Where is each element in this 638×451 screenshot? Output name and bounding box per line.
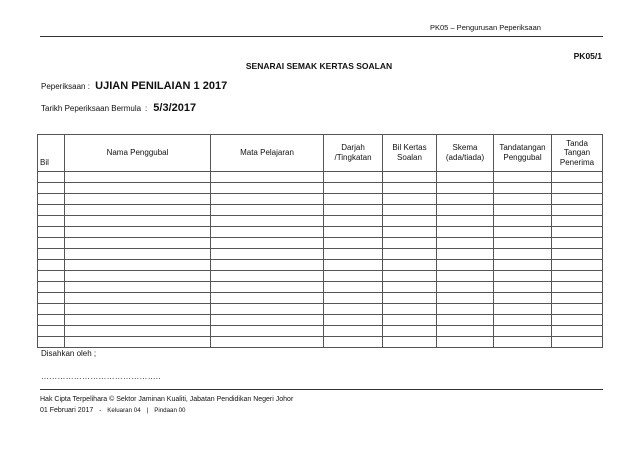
cell-mata-pelajaran[interactable] (211, 282, 324, 293)
cell-penggubal[interactable] (65, 315, 211, 326)
table-row (38, 205, 603, 216)
cell-skema[interactable] (437, 183, 494, 194)
column-header-bil (38, 135, 65, 172)
cell-penggubal[interactable] (65, 238, 211, 249)
cell-tandatangan[interactable] (494, 205, 552, 216)
cell-skema[interactable] (437, 315, 494, 326)
cell-skema[interactable] (437, 293, 494, 304)
cell-tandatangan[interactable] (494, 315, 552, 326)
cell-penerima[interactable] (552, 304, 603, 315)
footer-dash: - (99, 407, 102, 414)
cell-darjah[interactable] (324, 282, 383, 293)
cell-bil[interactable] (38, 194, 65, 205)
cell-bil-kertas[interactable] (383, 282, 437, 293)
cell-penggubal[interactable] (65, 304, 211, 315)
cell-skema[interactable] (437, 249, 494, 260)
cell-bil[interactable] (38, 205, 65, 216)
cell-bil-kertas[interactable] (383, 337, 437, 348)
document-title: SENARAI SEMAK KERTAS SOALAN (245, 61, 393, 71)
footer-copyright: Hak Cipta Terpelihara © Sektor Jaminan Kualiti, Jabatan Pendidikan Negeri Johor (40, 396, 294, 403)
cell-bil-kertas[interactable] (383, 183, 437, 194)
cell-penerima[interactable] (552, 260, 603, 271)
cell-bil-kertas[interactable] (383, 304, 437, 315)
penerima-header-line-3: Penerima (559, 157, 595, 167)
checklist-table (37, 134, 603, 348)
column-header-penggubal (65, 135, 211, 172)
cell-penggubal[interactable] (65, 249, 211, 260)
cell-penggubal[interactable] (65, 172, 211, 183)
table-row (38, 183, 603, 194)
cell-bil[interactable] (38, 216, 65, 227)
cell-darjah[interactable] (324, 183, 383, 194)
cell-bil-kertas[interactable] (383, 172, 437, 183)
cell-darjah[interactable] (324, 260, 383, 271)
skema-header-line-1: Skema (452, 143, 478, 153)
cell-tandatangan[interactable] (494, 194, 552, 205)
column-header-skema (437, 135, 494, 172)
cell-penggubal[interactable] (65, 337, 211, 348)
column-header-mata-pelajaran (211, 135, 324, 172)
footer-amendment: Pindaan 00 (154, 407, 186, 414)
page-header: PK05 – Pengurusan Peperiksaan (430, 23, 541, 32)
cell-tandatangan[interactable] (494, 337, 552, 348)
cell-darjah[interactable] (324, 216, 383, 227)
cell-darjah[interactable] (324, 326, 383, 337)
cell-tandatangan[interactable] (494, 227, 552, 238)
cell-darjah[interactable] (324, 315, 383, 326)
cell-tandatangan[interactable] (494, 304, 552, 315)
cell-mata-pelajaran[interactable] (211, 172, 324, 183)
cell-penggubal[interactable] (65, 216, 211, 227)
table-row (38, 238, 603, 249)
cell-skema[interactable] (437, 172, 494, 183)
cell-skema[interactable] (437, 271, 494, 282)
table-row (38, 194, 603, 205)
cell-skema[interactable] (437, 326, 494, 337)
cell-tandatangan[interactable] (494, 238, 552, 249)
cell-darjah[interactable] (324, 337, 383, 348)
penerima-header-line-1: Tanda (566, 138, 588, 148)
footer-date: 01 Februari 2017 (40, 407, 94, 414)
cell-penggubal[interactable] (65, 227, 211, 238)
cell-skema[interactable] (437, 337, 494, 348)
cell-bil[interactable] (38, 326, 65, 337)
cell-penerima[interactable] (552, 227, 603, 238)
cell-bil-kertas[interactable] (383, 249, 437, 260)
cell-mata-pelajaran[interactable] (211, 216, 324, 227)
penerima-header-line-2: Tangan (563, 148, 591, 158)
cell-bil-kertas[interactable] (383, 260, 437, 271)
cell-penggubal[interactable] (65, 194, 211, 205)
cell-penggubal[interactable] (65, 271, 211, 282)
cell-skema[interactable] (437, 282, 494, 293)
cell-bil[interactable] (38, 293, 65, 304)
cell-bil-kertas[interactable] (383, 293, 437, 304)
cell-mata-pelajaran[interactable] (211, 260, 324, 271)
cell-bil[interactable] (38, 249, 65, 260)
cell-mata-pelajaran[interactable] (211, 326, 324, 337)
table-row (38, 337, 603, 348)
column-header-darjah (324, 135, 383, 172)
cell-tandatangan[interactable] (494, 282, 552, 293)
cell-penerima[interactable] (552, 337, 603, 348)
bil-header-label: Bil (40, 158, 49, 168)
cell-penerima[interactable] (552, 172, 603, 183)
footer-release: Keluaran 04 (107, 407, 141, 414)
signature-line[interactable]: …………………………………….. (41, 372, 161, 381)
cell-bil-kertas[interactable] (383, 205, 437, 216)
cell-bil[interactable] (38, 271, 65, 282)
cell-darjah[interactable] (324, 227, 383, 238)
table-row (38, 315, 603, 326)
cell-bil[interactable] (38, 183, 65, 194)
cell-bil[interactable] (38, 337, 65, 348)
cell-bil[interactable] (38, 172, 65, 183)
start-date-value: 5/3/2017 (153, 102, 197, 114)
table-body (38, 172, 603, 348)
table-row (38, 282, 603, 293)
tandatangan-header-line-1: Tandatangan (499, 143, 546, 153)
start-date-field (41, 102, 196, 114)
cell-skema[interactable] (437, 194, 494, 205)
cell-penerima[interactable] (552, 271, 603, 282)
table-row (38, 293, 603, 304)
cell-darjah[interactable] (324, 293, 383, 304)
cell-penggubal[interactable] (65, 326, 211, 337)
cell-bil[interactable] (38, 227, 65, 238)
footer-meta (40, 407, 186, 414)
cell-tandatangan[interactable] (494, 271, 552, 282)
cell-penggubal[interactable] (65, 293, 211, 304)
footer-pipe: | (146, 407, 149, 414)
cell-bil[interactable] (38, 315, 65, 326)
cell-penerima[interactable] (552, 326, 603, 337)
exam-value: UJIAN PENILAIAN 1 2017 (95, 80, 228, 92)
approval-label: Disahkan oleh ; (41, 349, 97, 358)
exam-label: Peperiksaan : (41, 82, 90, 91)
cell-mata-pelajaran[interactable] (211, 194, 324, 205)
start-date-separator: : (145, 104, 148, 113)
table-row (38, 326, 603, 337)
penggubal-header-label: Nama Penggubal (106, 148, 169, 158)
footer-rule (40, 389, 603, 390)
cell-mata-pelajaran[interactable] (211, 249, 324, 260)
document-code: PK05/1 (573, 51, 602, 61)
cell-darjah[interactable] (324, 238, 383, 249)
cell-bil-kertas[interactable] (383, 216, 437, 227)
exam-field (41, 80, 227, 92)
cell-bil-kertas[interactable] (383, 227, 437, 238)
cell-penerima[interactable] (552, 205, 603, 216)
cell-darjah[interactable] (324, 304, 383, 315)
cell-mata-pelajaran[interactable] (211, 205, 324, 216)
bil-kertas-header-line-2: Soalan (397, 153, 422, 162)
column-header-penerima (552, 135, 603, 172)
header-rule (40, 36, 603, 37)
cell-bil-kertas[interactable] (383, 271, 437, 282)
cell-darjah[interactable] (324, 249, 383, 260)
cell-bil-kertas[interactable] (383, 326, 437, 337)
cell-mata-pelajaran[interactable] (211, 337, 324, 348)
cell-tandatangan[interactable] (494, 216, 552, 227)
table-row (38, 304, 603, 315)
cell-bil[interactable] (38, 260, 65, 271)
cell-skema[interactable] (437, 260, 494, 271)
cell-mata-pelajaran[interactable] (211, 271, 324, 282)
cell-mata-pelajaran[interactable] (211, 183, 324, 194)
cell-mata-pelajaran[interactable] (211, 315, 324, 326)
cell-bil[interactable] (38, 238, 65, 249)
cell-mata-pelajaran[interactable] (211, 293, 324, 304)
cell-darjah[interactable] (324, 194, 383, 205)
cell-tandatangan[interactable] (494, 183, 552, 194)
cell-bil[interactable] (38, 282, 65, 293)
bil-kertas-header-line-1: Bil Kertas (392, 143, 427, 153)
cell-penerima[interactable] (552, 216, 603, 227)
table-row (38, 271, 603, 282)
cell-bil-kertas[interactable] (383, 194, 437, 205)
cell-penggubal[interactable] (65, 183, 211, 194)
cell-penerima[interactable] (552, 194, 603, 205)
cell-tandatangan[interactable] (494, 260, 552, 271)
mata-pelajaran-header-label: Mata Pelajaran (240, 148, 294, 158)
cell-mata-pelajaran[interactable] (211, 304, 324, 315)
table-row (38, 216, 603, 227)
cell-darjah[interactable] (324, 172, 383, 183)
cell-bil-kertas[interactable] (383, 238, 437, 249)
cell-darjah[interactable] (324, 205, 383, 216)
cell-penggubal[interactable] (65, 205, 211, 216)
cell-bil[interactable] (38, 304, 65, 315)
cell-skema[interactable] (437, 227, 494, 238)
cell-penggubal[interactable] (65, 260, 211, 271)
column-header-tandatangan (494, 135, 552, 172)
cell-mata-pelajaran[interactable] (211, 238, 324, 249)
cell-tandatangan[interactable] (494, 172, 552, 183)
cell-penerima[interactable] (552, 282, 603, 293)
table-row (38, 249, 603, 260)
cell-skema[interactable] (437, 238, 494, 249)
cell-penerima[interactable] (552, 238, 603, 249)
cell-penerima[interactable] (552, 183, 603, 194)
cell-penerima[interactable] (552, 249, 603, 260)
cell-tandatangan[interactable] (494, 293, 552, 304)
cell-mata-pelajaran[interactable] (211, 227, 324, 238)
cell-skema[interactable] (437, 205, 494, 216)
cell-penerima[interactable] (552, 293, 603, 304)
table-row (38, 260, 603, 271)
table-row (38, 172, 603, 183)
tandatangan-header-line-2: Penggubal (503, 153, 542, 162)
cell-tandatangan[interactable] (494, 249, 552, 260)
skema-header-line-2: (ada/tiada) (445, 153, 485, 162)
cell-tandatangan[interactable] (494, 326, 552, 337)
start-date-label: Tarikh Peperiksaan Bermula (41, 104, 142, 113)
cell-penerima[interactable] (552, 315, 603, 326)
table-row (38, 227, 603, 238)
darjah-header-line-1: Darjah (341, 143, 365, 153)
column-header-bil-kertas (383, 135, 437, 172)
cell-penggubal[interactable] (65, 282, 211, 293)
cell-skema[interactable] (437, 304, 494, 315)
cell-bil-kertas[interactable] (383, 315, 437, 326)
cell-darjah[interactable] (324, 271, 383, 282)
cell-skema[interactable] (437, 216, 494, 227)
darjah-header-line-2: /Tingkatan (334, 153, 372, 162)
table-header-row (38, 135, 603, 172)
